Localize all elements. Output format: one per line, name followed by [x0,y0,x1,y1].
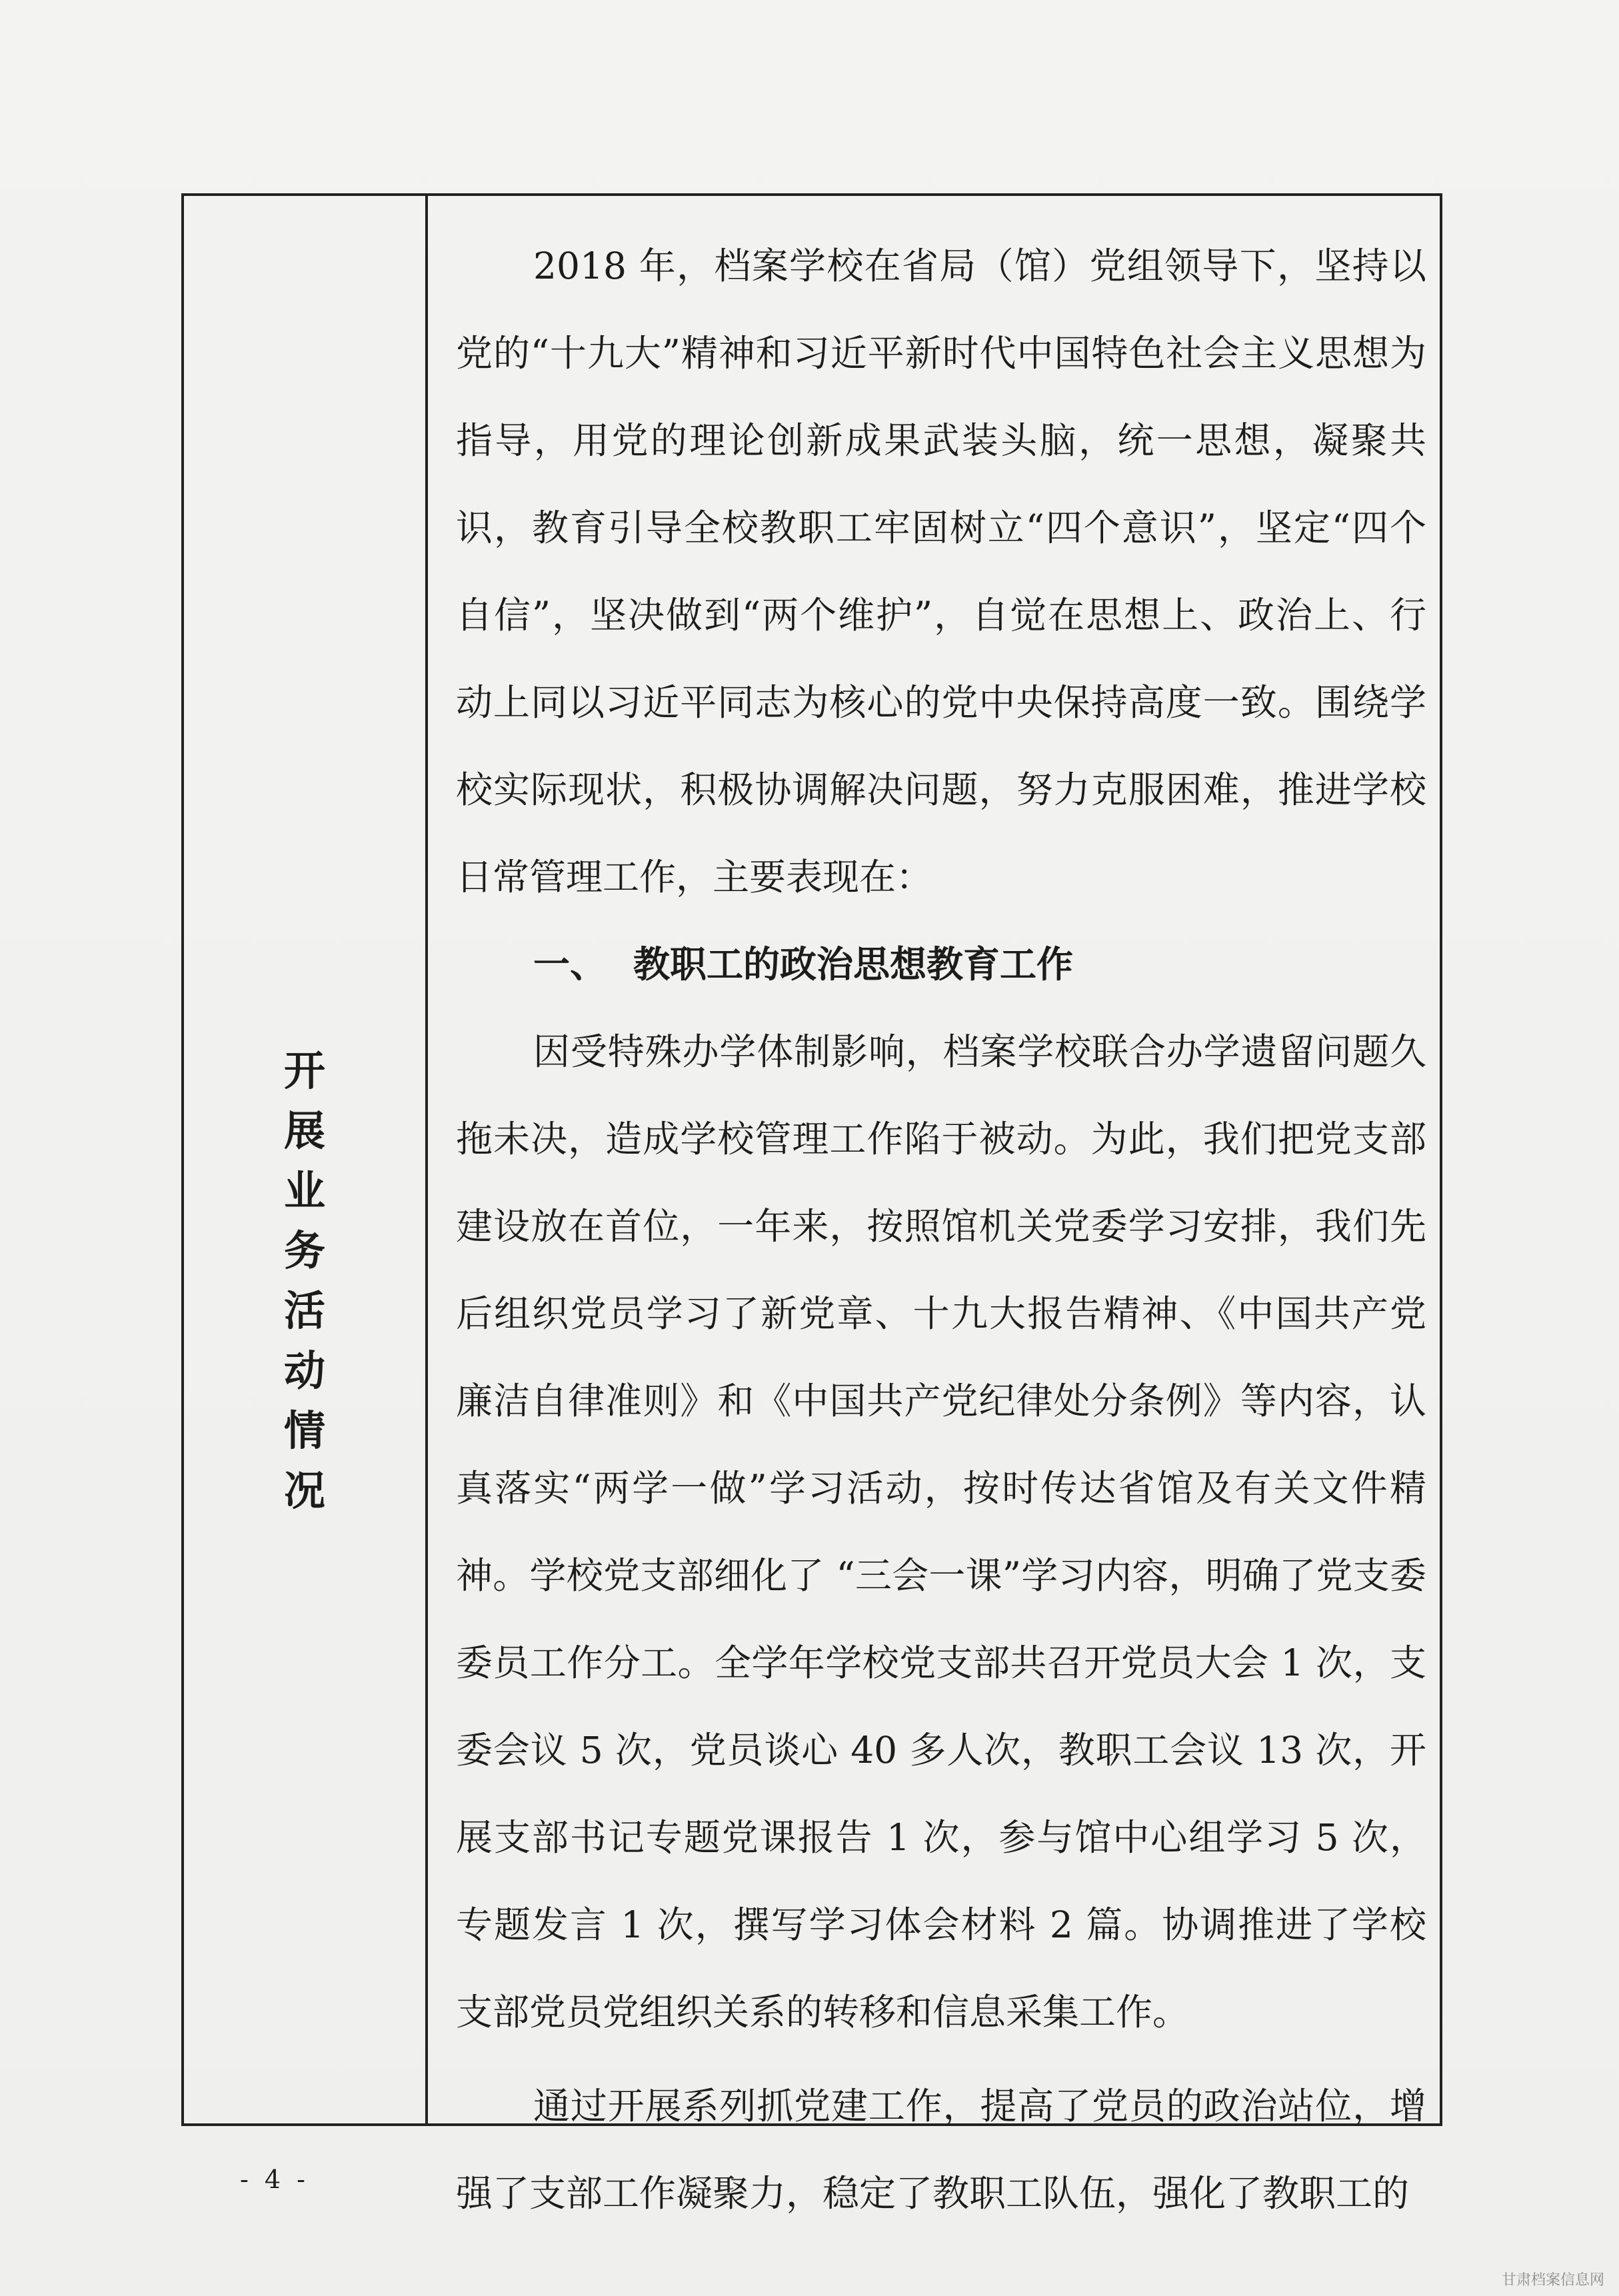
label-char: 情 [283,1406,325,1455]
paragraph-intro: 2018 年，档案学校在省局（馆）党组领导下，坚持以党的“十九大”精神和习近平新时代中国特色社会主义思想为指导，用党的理论创新成果武装头脑，统一思想，凝聚共识，教育引导全校教职工牢固树立“四个意识”，坚定“四个自信”，坚决做到“两个维护”，自觉在思想上、政治上、行动上同以习近平同志为核心的党中央保持高度一致。围绕学校实际现状，积极协调解决问题，努力克服困难，推进学校日常管理工作，主要表现在： [456,245,1426,898]
heading-number: 一、 [533,943,607,986]
section-heading [456,921,1440,1008]
section-label [184,1041,425,1521]
label-char: 展 [283,1106,325,1155]
content-cell [428,196,1440,2215]
paragraph-results: 通过开展系列抓党建工作，提高了党员的政治站位，增强了支部工作凝聚力，稳定了教职工队伍，强化了教职工的 [456,2085,1426,2215]
label-char: 活 [283,1286,325,1335]
label-char: 动 [283,1346,325,1395]
page-number: - 4 - [240,2165,310,2194]
paragraph-party-building: 因受特殊办学体制影响，档案学校联合办学遗留问题久拖未决，造成学校管理工作陷于被动。为此，我们把党支部建设放在首位，一年来，按照馆机关党委学习安排，我们先后组织党员学习了新党章、十九大报告精神、《中国共产党廉洁自律准则》和《中国共产党纪律处分条例》等内容，认真落实“两学一做”学习活动，按时传达省馆及有关文件精神。学校党支部细化了 “三会一课”学习内容，明确了党支委委员工作分工。全学年学校党支部共召开党员大会 1 次，支委会议 5 次，党员谈心 40 多人次，教职工会议 13 次，开展支部书记专题党课报告 1 次，参与馆中心组学习 5 次，专题发言 1 次，撰写学习体会材料 2 篇。协调推进了学校支部党员党组织关系的转移和信息采集工作。 [456,1030,1426,2033]
report-table [181,193,1442,2215]
heading-text: 教职工的政治思想教育工作 [633,943,1074,986]
watermark: 甘肃档案信息网 [1501,2272,1604,2289]
section-label-cell [184,196,425,2123]
label-char: 业 [283,1166,325,1215]
label-char: 务 [283,1226,325,1275]
label-char: 况 [283,1466,325,1515]
label-char: 开 [283,1046,325,1095]
